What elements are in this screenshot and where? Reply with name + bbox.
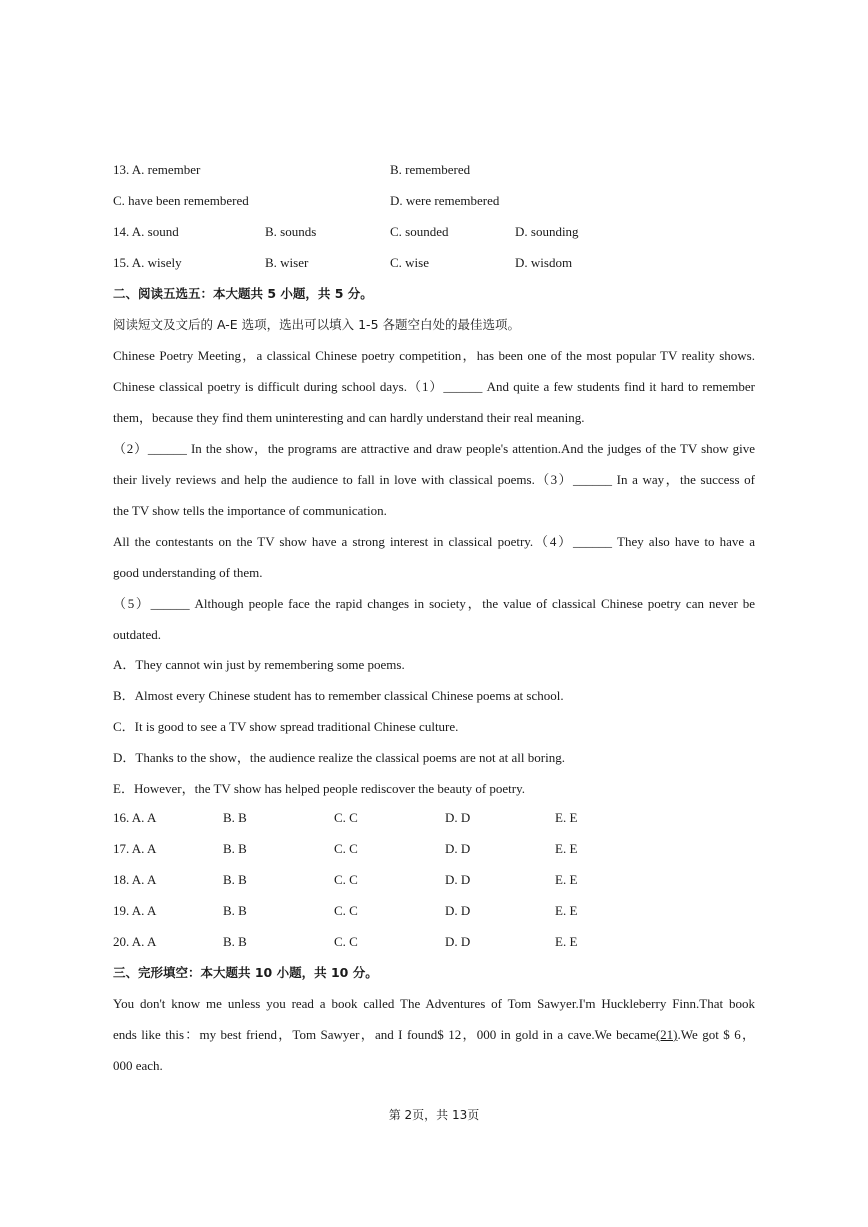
passage-line: 000 each.: [113, 1058, 163, 1073]
option-d: D．Thanks to the show，the audience realize the classical poems are not at all boring.: [113, 750, 565, 765]
answer-option: C. C: [334, 934, 358, 949]
passage-text: .We got $ 6，: [677, 1027, 755, 1042]
choice-option: C. sounded: [390, 224, 449, 239]
section2-instruction: 阅读短文及文后的 A-E 选项，选出可以填入 1-5 各题空白处的最佳选项。: [113, 317, 520, 332]
choice-option: B. remembered: [390, 162, 471, 177]
passage-line: Chinese Poetry Meeting，a classical Chinese poetry competition，has been one of the most popular TV reality shows.: [113, 348, 755, 363]
choice-option: C. wise: [390, 255, 429, 270]
answer-option: D. D: [445, 841, 471, 856]
option-b: B．Almost every Chinese student has to remember classical Chinese poems at school.: [113, 688, 564, 703]
choice-option: D. were remembered: [390, 193, 500, 208]
answer-option: E. E: [555, 903, 578, 918]
answer-option: 17. A. A: [113, 841, 157, 856]
passage-line: Chinese classical poetry is difficult during school days.（1）______ And quite a few students find it hard to remember: [113, 379, 755, 394]
answer-option: B. B: [223, 841, 247, 856]
answer-option: E. E: [555, 810, 578, 825]
answer-option: B. B: [223, 810, 247, 825]
passage-line: their lively reviews and help the audience to fall in love with classical poems.（3）______ In a way，the success of: [113, 472, 755, 487]
blank-21: (21): [655, 1027, 678, 1042]
passage-line: All the contestants on the TV show have a strong interest in classical poetry.（4）______ They also have to have a: [113, 534, 755, 549]
section2-heading: 二、阅读五选五：本大题共 5 小题，共 5 分。: [113, 286, 373, 301]
answer-option: C. C: [334, 872, 358, 887]
answer-option: 18. A. A: [113, 872, 157, 887]
passage-text: ends like this：my best friend，Tom Sawyer，and I found$ 12，000 in gold in a cave.We became: [113, 1027, 656, 1042]
passage-line: good understanding of them.: [113, 565, 263, 580]
passage-line: [113, 1027, 755, 1043]
option-c: C．It is good to see a TV show spread traditional Chinese culture.: [113, 719, 459, 734]
passage-line: （2）______ In the show，the programs are attractive and draw people's attention.And the judges of the TV show give: [113, 441, 755, 456]
option-a: A．They cannot win just by remembering some poems.: [113, 657, 405, 672]
answer-option: C. C: [334, 841, 358, 856]
passage-line: You don't know me unless you read a book called The Adventures of Tom Sawyer.I'm Huckleberry Finn.That book: [113, 996, 755, 1011]
answer-option: 16. A. A: [113, 810, 157, 825]
answer-option: 19. A. A: [113, 903, 157, 918]
answer-option: C. C: [334, 903, 358, 918]
answer-option: D. D: [445, 872, 471, 887]
choice-option: 14. A. sound: [113, 224, 179, 239]
choice-option: B. wiser: [265, 255, 309, 270]
passage-line: them，because they find them uninteresting and can hardly understand their real meaning.: [113, 410, 585, 425]
answer-option: 20. A. A: [113, 934, 157, 949]
passage-line: （5）______ Although people face the rapid changes in society，the value of classical Chinese poetry can never be: [113, 596, 755, 611]
answer-option: B. B: [223, 872, 247, 887]
answer-option: C. C: [334, 810, 358, 825]
answer-option: D. D: [445, 903, 471, 918]
choice-option: 15. A. wisely: [113, 255, 182, 270]
option-e: E．However，the TV show has helped people rediscover the beauty of poetry.: [113, 781, 526, 796]
answer-option: D. D: [445, 934, 471, 949]
choice-option: C. have been remembered: [113, 193, 249, 208]
page-footer: 第 2页，共 13页: [388, 1108, 480, 1122]
choice-option: B. sounds: [265, 224, 317, 239]
choice-option: 13. A. remember: [113, 162, 201, 177]
answer-option: E. E: [555, 872, 578, 887]
answer-option: D. D: [445, 810, 471, 825]
answer-option: E. E: [555, 841, 578, 856]
answer-option: B. B: [223, 903, 247, 918]
passage-line: outdated.: [113, 627, 162, 642]
choice-option: D. sounding: [515, 224, 579, 239]
answer-option: E. E: [555, 934, 578, 949]
choice-option: D. wisdom: [515, 255, 573, 270]
answer-option: B. B: [223, 934, 247, 949]
section3-heading: 三、完形填空：本大题共 10 小题，共 10 分。: [113, 965, 378, 980]
passage-line: the TV show tells the importance of communication.: [113, 503, 387, 518]
